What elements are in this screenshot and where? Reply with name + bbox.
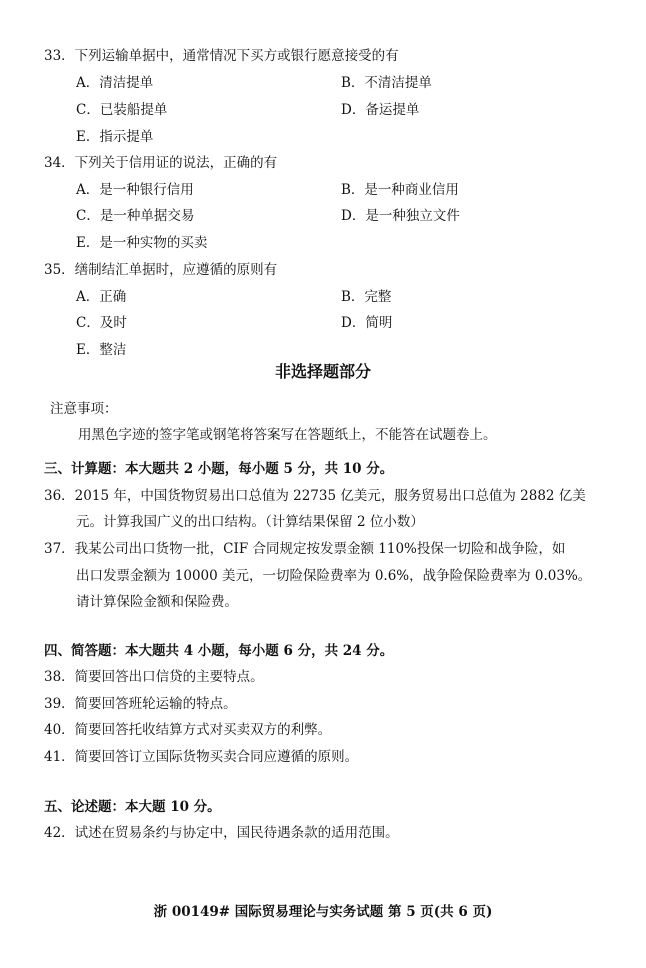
question-39: 39．简要回答班轮运输的特点。	[44, 696, 237, 712]
notice-heading: 注意事项：	[50, 401, 118, 417]
question-35-option-b: B．完整	[341, 289, 392, 305]
part-title: 非选择题部分	[274, 362, 371, 381]
question-33-option-a: A．清洁提单	[76, 75, 154, 91]
question-33-option-c: C．已装船提单	[76, 102, 168, 118]
question-41: 41．简要回答订立国际货物买卖合同应遵循的原则。	[44, 749, 359, 765]
question-35-option-c: C．及时	[76, 315, 127, 331]
question-33-option-e: E．指示提单	[76, 129, 154, 145]
question-40: 40．简要回答托收结算方式对买卖双方的利弊。	[44, 722, 332, 738]
question-37-line-1: 37．我某公司出口货物一批，CIF 合同规定按发票金额 110%投保一切险和战争险，如	[44, 541, 566, 557]
question-36-line-2: 元。计算我国广义的出口结构。（计算结果保留 2 位小数）	[76, 514, 424, 530]
notice-text: 用黑色字迹的签字笔或钢笔将答案写在答题纸上，不能答在试题卷上。	[78, 427, 497, 443]
page-footer: 浙 00149# 国际贸易理论与实务试题 第 5 页(共 6 页)	[153, 904, 493, 920]
question-34-option-e: E．是一种实物的买卖	[76, 235, 208, 251]
question-34-option-b: B．是一种商业信用	[341, 182, 459, 198]
question-33-option-b: B．不清洁提单	[341, 75, 432, 91]
question-34-option-d: D．是一种独立文件	[341, 208, 460, 224]
question-42: 42．试述在贸易条约与协定中，国民待遇条款的适用范围。	[44, 825, 399, 841]
question-36-line-1: 36．2015 年，中国货物贸易出口总值为 22735 亿美元，服务贸易出口总值为 2882 亿美	[44, 488, 586, 504]
question-38: 38．简要回答出口信贷的主要特点。	[44, 669, 264, 685]
question-37-line-2: 出口发票金额为 10000 美元，一切险保险费率为 0.6%，战争险保险费率为 0.03%。	[76, 568, 592, 584]
section-3-heading: 三、计算题：本大题共 2 小题，每小题 5 分，共 10 分。	[44, 461, 394, 477]
question-35-option-a: A．正确	[76, 289, 127, 305]
question-37-line-3: 请计算保险金额和保险费。	[76, 594, 238, 610]
question-33-option-d: D．备运提单	[341, 102, 420, 118]
question-35-option-e: E．整洁	[76, 342, 127, 358]
question-34-stem: 34．下列关于信用证的说法，正确的有	[44, 155, 278, 171]
section-5-heading: 五、论述题：本大题 10 分。	[44, 799, 221, 815]
question-34-option-a: A．是一种银行信用	[76, 182, 194, 198]
question-35-option-d: D．简明	[341, 315, 393, 331]
question-34-option-c: C．是一种单据交易	[76, 208, 195, 224]
section-4-heading: 四、简答题：本大题共 4 小题，每小题 6 分，共 24 分。	[44, 643, 394, 659]
question-33-stem: 33．下列运输单据中，通常情况下买方或银行愿意接受的有	[44, 48, 399, 64]
question-35-stem: 35．缮制结汇单据时，应遵循的原则有	[44, 262, 278, 278]
